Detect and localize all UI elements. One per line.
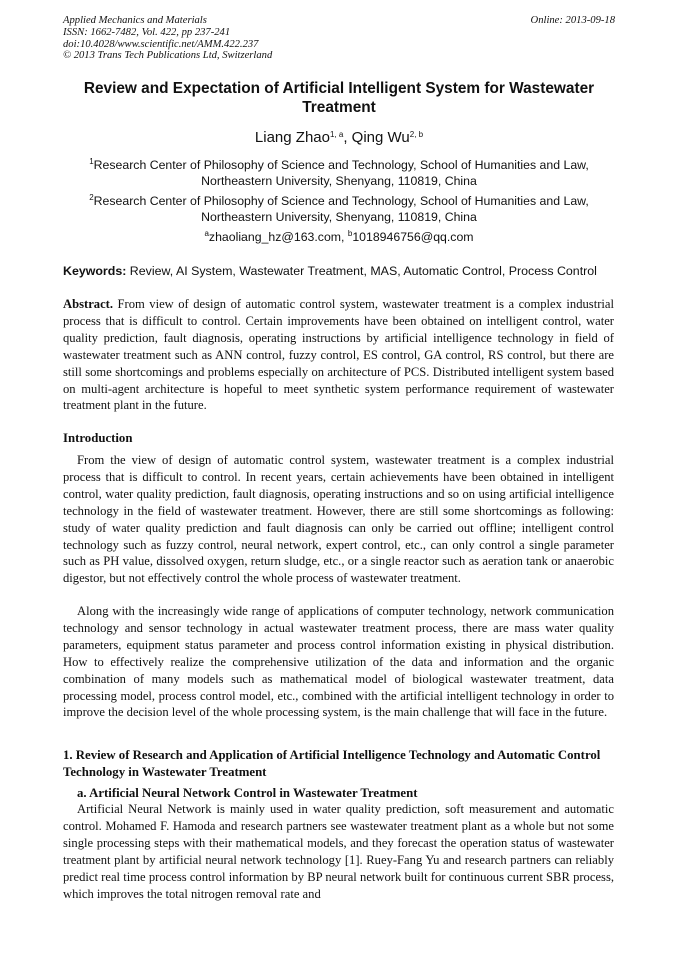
affiliation-line: Northeastern University, Shenyang, 110819, China — [201, 174, 477, 188]
emails — [0, 229, 678, 245]
paper-title: Review and Expectation of Artificial Intelligent System for Wastewater Treatment — [83, 80, 595, 116]
keywords-label: Keywords: — [63, 264, 127, 278]
affiliation-line: Northeastern University, Shenyang, 110819, China — [201, 210, 477, 224]
author-separator: , — [343, 129, 352, 146]
email-sup: b — [347, 229, 353, 238]
intro-paragraph-1: From the view of design of automatic control system, wastewater treatment is a complex industrial process that is difficult to control. In recent years, certain achievements have been obtained in intelligent control, water quality prediction, fault diagnosis, operating instructions and so on using artificial intelligence technology in the field of wastewater treatment. However, there are still some shortcomings as following: study of water quality prediction and fault diagnosis can only be carried out offline; intelligent control technology such as fuzzy control, neural network, expert control, etc., can only control a single parameter such as PH value, dissolved oxygen, return sludge, etc., or a single reactor such as aeration tank or anaerobic digestor, but not effectively control the whole process of wastewater treatment. — [63, 453, 614, 586]
affiliation-line: Research Center of Philosophy of Science and Technology, School of Humanities and Law, — [93, 194, 589, 208]
affiliation-line: Research Center of Philosophy of Science and Technology, School of Humanities and Law, — [93, 158, 589, 172]
journal-header — [63, 15, 615, 62]
email-sup: a — [204, 229, 209, 238]
issn: ISSN: 1662-7482, Vol. 422, pp 237-241 — [63, 26, 231, 38]
affiliation-sup: 2 — [89, 193, 94, 202]
email-link[interactable]: zhaoliang_hz@163.com, — [208, 230, 348, 244]
affiliation-sup: 1 — [89, 157, 94, 166]
subsection-a-heading: a. Artificial Neural Network Control in Wastewater Treatment — [77, 786, 418, 800]
keywords — [63, 264, 615, 278]
abstract-text: From view of design of automatic control system, wastewater treatment is a complex industrial process that is difficult to control. Certain improvements have been obtained on intelligent control, water quality prediction, fault diagnosis, operating instructions by artificial intelligence technology in field of wastewater treatment such as ANN control, fuzzy control, ES control, GA control, RS control, but there are still some shortcomings and problems especially on architecture of PCS. Distributed intelligent system based on multi-agent architecture is hopeful to meet synthetic system performance requirement of wastewater treatment plant in the future. — [63, 297, 614, 413]
author-sup: 2, b — [409, 130, 424, 139]
author-name: Qing Wu — [351, 129, 410, 146]
doi: doi:10.4028/www.scientific.net/AMM.422.237 — [63, 38, 259, 50]
journal-name: Applied Mechanics and Materials — [63, 15, 207, 26]
author-name: Liang Zhao — [254, 129, 330, 146]
keywords-text: Review, AI System, Wastewater Treatment, MAS, Automatic Control, Process Control — [126, 264, 597, 278]
email-link[interactable]: 1018946756@qq.com — [352, 230, 474, 244]
online-date: Online: 2013-09-18 — [530, 15, 615, 26]
affiliation-2 — [0, 193, 678, 225]
section-1-heading: 1. Review of Research and Application of Artificial Intelligence Technology and Automatic Control Technology in Wastewater Treatment — [63, 748, 601, 779]
author-sup: 1, a — [329, 130, 344, 139]
introduction-heading: Introduction — [63, 431, 133, 445]
section-1-paragraph: Artificial Neural Network is mainly used in water quality prediction, soft measurement and automatic control. Mohamed F. Hamoda and research partners see wastewater treatment plant as a whole but not some single processing steps with their mathematical models, and they forecast the operation status of wastewater treatment plant by artificial neural network technology [1]. Ruey-Fang Yu and research partners can reliably predict real time process control information by BP neural network built for continuous current SBR process, which improves the total nitrogen removal rate and — [63, 802, 614, 901]
abstract-label: Abstract. — [63, 297, 114, 311]
affiliation-1 — [0, 157, 678, 189]
authors — [0, 129, 678, 146]
copyright: © 2013 Trans Tech Publications Ltd, Switzerland — [63, 50, 273, 62]
intro-paragraph-2: Along with the increasingly wide range of applications of computer technology, network communication technology and sensor technology in actual wastewater treatment process, there are mass water quality parameters, equipment status parameter and process control information existing in physical distribution. How to effectively realize the comprehensive utilization of the data and information and the organic combination of many models such as mathematical model of biological wastewater treatment, data processing model, process control model, etc., combined with the artificial intelligent technology in order to improve the decision level of the whole processing system, is the main challenge that will face in the future. — [63, 604, 614, 720]
abstract — [63, 296, 614, 414]
